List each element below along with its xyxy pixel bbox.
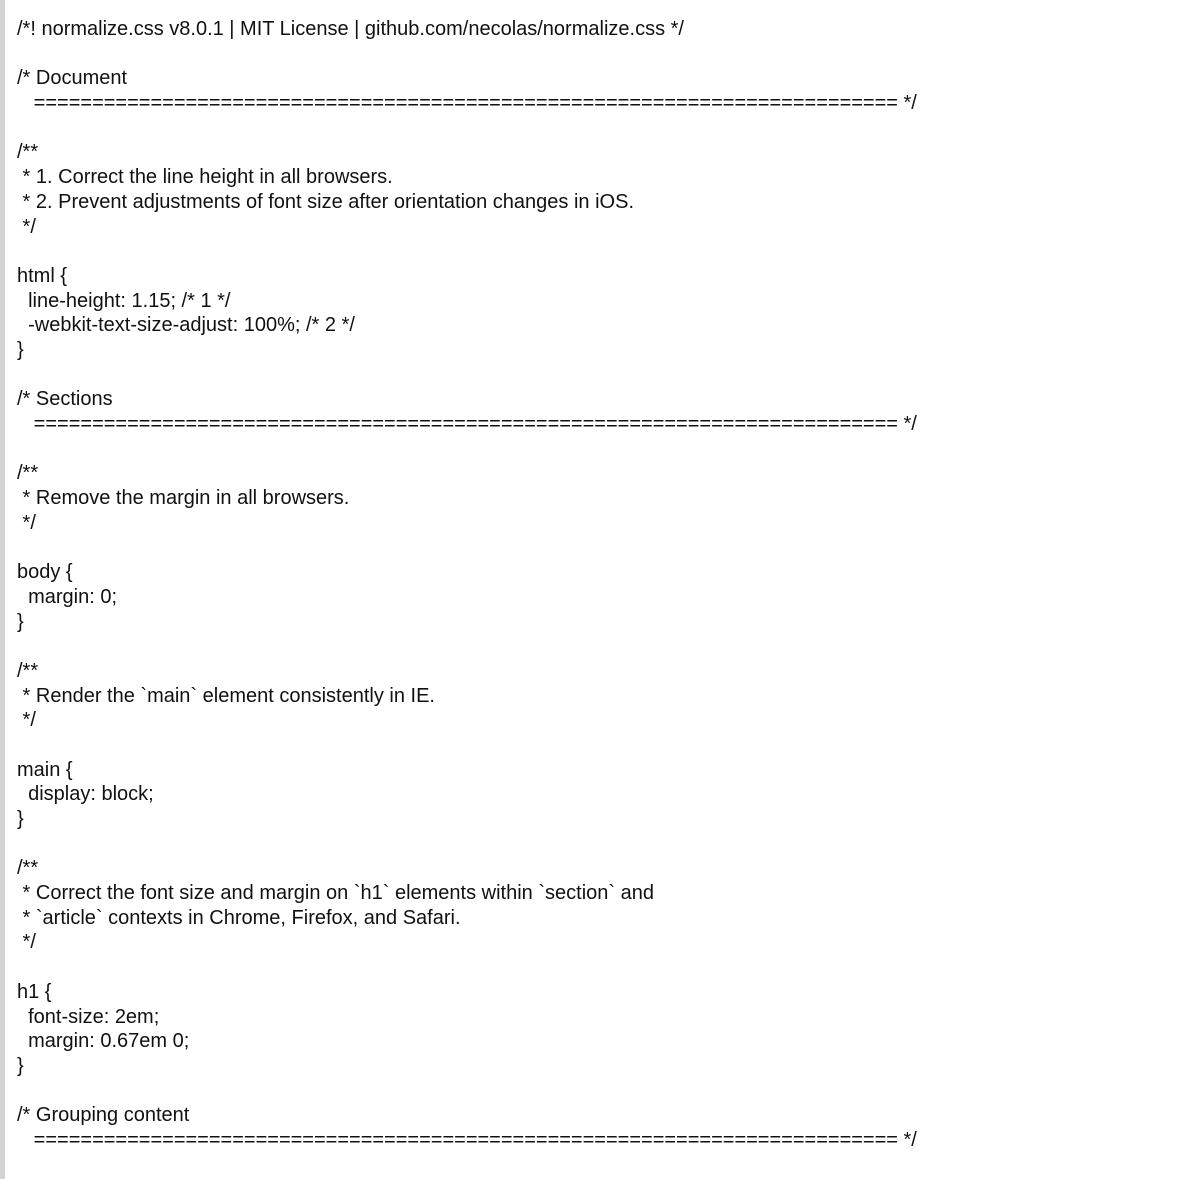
document-line: /** [17, 141, 39, 164]
document-line: display: block; [17, 783, 154, 806]
document-line: ========================================================================== */ [17, 1128, 917, 1151]
document-line [17, 42, 917, 67]
document-line: /* Document [17, 67, 128, 90]
document-line: */ [17, 511, 36, 534]
document-line: /*! normalize.css v8.0.1 | MIT License | github.com/necolas/normalize.css */ [17, 18, 684, 40]
document-line: * Correct the font size and margin on `h1` elements within `section` and [17, 882, 654, 905]
document-line [17, 1079, 917, 1104]
document-line: /** [17, 857, 39, 880]
document-line: margin: 0; [17, 585, 118, 608]
plain-text-document [17, 17, 917, 1153]
document-line: * 2. Prevent adjustments of font size after orientation changes in iOS. [17, 190, 635, 213]
document-line: /* Grouping content [17, 1104, 190, 1127]
document-line: * 1. Correct the line height in all browsers. [17, 166, 393, 189]
document-line [17, 116, 917, 141]
document-line: */ [17, 709, 36, 732]
document-line [17, 437, 917, 462]
document-line: * `article` contexts in Chrome, Firefox, and Safari. [17, 906, 461, 929]
document-line: ========================================================================== */ [17, 413, 917, 435]
document-line: /* Sections [17, 388, 113, 411]
document-line: /** [17, 462, 39, 485]
document-line: margin: 0.67em 0; [17, 1030, 190, 1053]
document-line [17, 955, 917, 980]
document-line: /** [17, 659, 39, 682]
document-line: body { [17, 561, 73, 584]
document-line: * Remove the margin in all browsers. [17, 487, 350, 510]
document-line: font-size: 2em; [17, 1005, 160, 1028]
window-left-edge [0, 0, 5, 1179]
document-line [17, 634, 917, 659]
document-line: */ [17, 931, 36, 954]
document-line [17, 239, 917, 264]
document-line [17, 535, 917, 560]
document-line: } [17, 338, 24, 361]
document-line [17, 733, 917, 758]
document-line: html { [17, 264, 68, 287]
document-line: ========================================================================== */ [17, 92, 917, 115]
document-line: * Render the `main` element consistently in IE. [17, 684, 435, 707]
document-line [17, 363, 917, 388]
document-line: } [17, 808, 24, 830]
document-line: } [17, 1054, 24, 1077]
document-line: line-height: 1.15; /* 1 */ [17, 289, 231, 312]
document-line: } [17, 610, 24, 633]
document-line: h1 { [17, 980, 52, 1003]
document-line [17, 832, 917, 857]
document-line: */ [17, 215, 36, 238]
document-line: -webkit-text-size-adjust: 100%; /* 2 */ [17, 314, 355, 337]
document-line: main { [17, 758, 73, 781]
